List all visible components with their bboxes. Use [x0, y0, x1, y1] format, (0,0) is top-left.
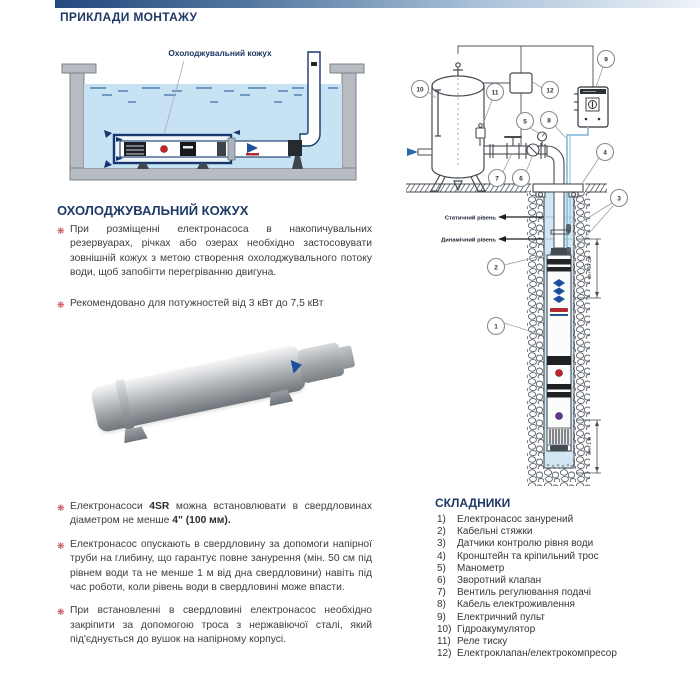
callout-1	[488, 318, 505, 335]
callout-6	[513, 170, 530, 187]
svg-text:11: 11	[491, 89, 499, 97]
list-item	[437, 538, 692, 550]
item-number: 11)	[437, 636, 451, 648]
callout-9	[598, 51, 615, 68]
item-label: Електронасос занурений	[457, 514, 574, 525]
svg-text:5: 5	[523, 118, 527, 126]
svg-text:4: 4	[603, 149, 607, 157]
list-item	[437, 563, 692, 575]
callout-5	[517, 113, 534, 130]
svg-text:10: 10	[416, 86, 424, 94]
pipe-elbow	[547, 146, 564, 184]
item-label: Вентиль регулювання подачі	[457, 587, 591, 599]
svg-text:8: 8	[547, 117, 551, 125]
list-item	[437, 551, 692, 563]
asterisk-bullet-icon: ❋	[57, 607, 65, 618]
item-number: 9)	[437, 611, 446, 623]
item-label: Кабель електроживлення	[457, 599, 575, 611]
pipe-coupling	[288, 140, 302, 156]
bullet-paragraph	[57, 500, 372, 529]
list-item	[437, 599, 692, 611]
bullet-text: Електронасоси	[70, 501, 143, 512]
item-number: 3)	[437, 538, 446, 550]
bullet-text: При встановленні в свердловині електронасос необхідно закріпити за допомогою троса з нержавіючої сталі, який під'єднується до вушок на напірному корпусі.	[70, 605, 372, 646]
callout-3	[611, 190, 628, 207]
bullet-bold: 4" (100 мм).	[172, 515, 231, 527]
callout-7	[489, 170, 506, 187]
item-number: 6)	[437, 575, 446, 587]
item-label: Датчики контролю рівня води	[457, 538, 594, 550]
jacket-collar	[228, 138, 235, 160]
dim-lower-label: мін. 1 м	[587, 437, 593, 455]
manometer-gauge	[538, 132, 547, 146]
well-installation-diagram	[400, 40, 700, 505]
bullet-text: Рекомендовано для потужностей від 3 кВт до 7,5 кВт	[70, 297, 324, 309]
asterisk-bullet-icon: ❋	[57, 540, 65, 551]
item-label: Манометр	[457, 562, 505, 574]
jacket-label: Охолоджувальний кожух	[168, 48, 272, 58]
cooling-jacket-diagram	[52, 40, 374, 197]
page-title: ПРИКЛАДИ МОНТАЖУ	[60, 10, 198, 24]
list-item	[437, 648, 692, 660]
cooling-bullets	[57, 223, 372, 320]
callout-11	[487, 84, 504, 101]
bullet-text: Електронасос опускають в свердловину за допомоги напірної труби на глибину, що гарантує повне занурення (мін. 50 см під рівнем води та не менше 1 м від дна свердловини) навіть під час роботи, коли рівень води в свердловині може впасти.	[70, 538, 372, 594]
item-number: 8)	[437, 599, 446, 611]
bullet-paragraph	[57, 538, 372, 596]
submersible-pump	[547, 248, 571, 451]
pipe-clamp	[311, 62, 317, 66]
list-item	[437, 526, 692, 538]
item-number: 1)	[437, 514, 446, 525]
bullet-paragraph	[57, 223, 372, 281]
bullet-text: можна встановлювати в свердловинах діаметром не менше	[70, 501, 372, 527]
list-item	[437, 612, 692, 624]
item-label: Гідроакумулятор	[457, 623, 536, 635]
pump-photo-mesh-end	[54, 379, 126, 445]
asterisk-bullet-icon: ❋	[57, 226, 65, 236]
item-label: Кабельні стяжки	[457, 526, 533, 538]
item-label: Реле тиску	[457, 636, 508, 648]
red-badge	[161, 146, 168, 153]
check-valve	[527, 144, 539, 156]
bullet-bold: 4SR	[149, 501, 170, 512]
dim-upper-label: мін. 50 см	[587, 256, 593, 280]
svg-text:2: 2	[494, 264, 498, 272]
asterisk-bullet-icon: ❋	[57, 503, 65, 513]
svg-text:1: 1	[494, 323, 498, 331]
bullet-paragraph	[57, 604, 372, 647]
item-label: Електричний пульт	[457, 611, 546, 623]
item-label: Кронштейн та кріпильний трос	[457, 550, 599, 562]
item-number: 4)	[437, 550, 446, 562]
install-bullets	[57, 500, 372, 657]
static-level-label: Статичний рівень	[444, 215, 496, 222]
header-gradient-bar	[55, 0, 700, 8]
item-number: 12)	[437, 648, 452, 660]
pump-photo	[45, 316, 375, 466]
svg-text:6: 6	[519, 175, 523, 183]
svg-text:9: 9	[604, 56, 608, 64]
svg-text:7: 7	[495, 175, 499, 183]
callout-4	[597, 144, 614, 161]
hydroaccumulator-tank	[431, 63, 485, 191]
item-number: 7)	[437, 587, 446, 599]
list-item	[437, 587, 692, 599]
tank-inlet-arrow	[407, 148, 432, 156]
svg-text:3: 3	[617, 195, 621, 203]
asterisk-bullet-icon: ❋	[57, 299, 65, 310]
list-item	[437, 575, 692, 587]
item-label: Електроклапан/електрокомпресор	[457, 648, 617, 660]
callout-2	[488, 259, 505, 276]
pump-logo-waves	[553, 279, 565, 303]
list-item	[437, 636, 692, 648]
callout-10	[412, 81, 429, 98]
pump-photo-cylinder	[53, 324, 361, 457]
section-heading-cooling: ОХОЛОДЖУВАЛЬНИЙ КОЖУХ	[57, 203, 249, 218]
item-number: 10)	[437, 623, 452, 635]
list-item	[437, 514, 692, 526]
bullet-text: При розміщенні електронасоса в накопичувальних резервуарах, річках або озерах необхідно застосовувати зовнішній кожух з метою створення охолоджувального потоку води, щоб запобігти перегріванню двигуна.	[70, 224, 372, 279]
riser-pipe	[554, 192, 564, 248]
item-number: 2)	[437, 526, 446, 538]
components-list	[437, 514, 692, 660]
list-item	[437, 624, 692, 636]
pump-band2	[217, 142, 226, 156]
bullet-paragraph	[57, 297, 372, 311]
svg-text:12: 12	[546, 87, 554, 95]
callout-12	[542, 82, 559, 99]
item-number: 5)	[437, 562, 446, 574]
electrovalve-box	[510, 73, 532, 93]
components-heading: СКЛАДНИКИ	[435, 496, 511, 510]
callout-8	[541, 112, 558, 129]
item-label: Зворотний клапан	[457, 575, 542, 587]
pump-band	[180, 142, 196, 156]
dynamic-level-label: Динамічний рівень	[441, 237, 496, 244]
control-panel	[574, 87, 608, 127]
